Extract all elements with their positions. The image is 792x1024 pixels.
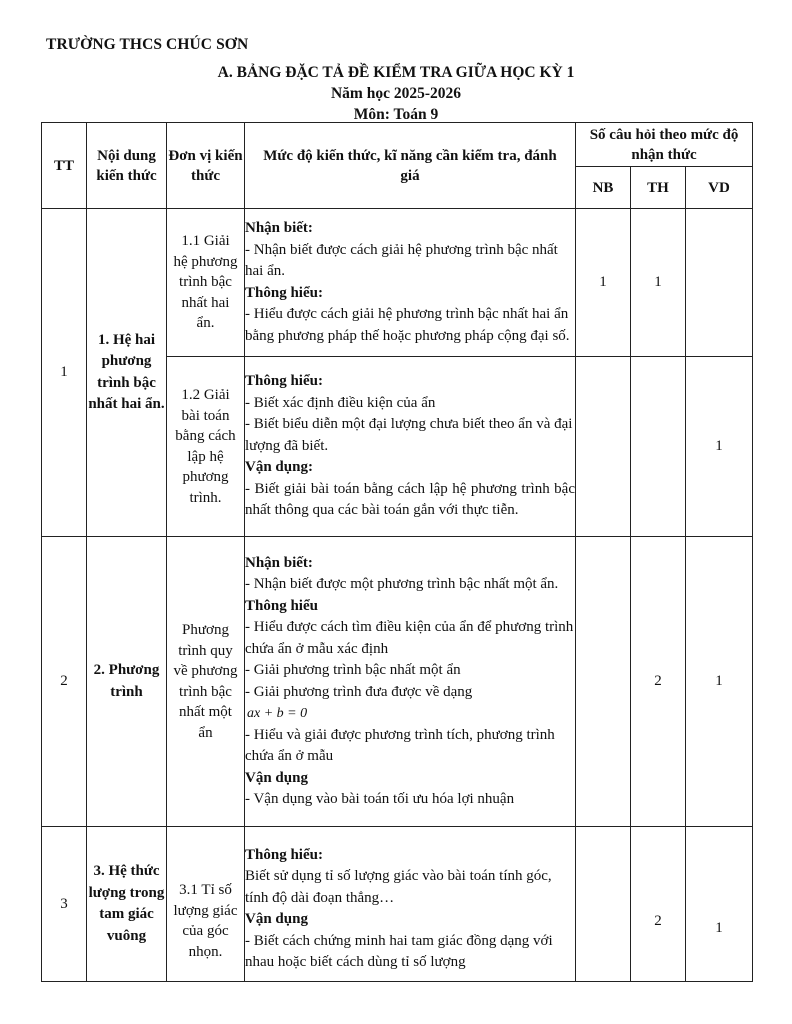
subject: Môn: Toán 9 [353, 106, 439, 123]
level-item: - Vận dụng vào bài toán tối ưu hóa lợi nhuận [245, 791, 515, 807]
level-item: - Nhận biết được cách giải hệ phương trình bậc nhất hai ẩn. [245, 241, 558, 279]
level-heading: Nhận biết: [245, 220, 313, 236]
count-th: 1 [631, 209, 686, 357]
count-nb [576, 537, 631, 827]
level-item: Biết sử dụng tỉ số lượng giác vào bài toán tính góc, tính độ dài đoạn thẳng… [245, 868, 552, 906]
row-content: 2. Phương trình [87, 537, 167, 827]
header-tt: TT [42, 123, 87, 209]
header-vd: VD [686, 167, 753, 209]
count-nb [576, 827, 631, 982]
level-heading: Thông hiểu: [245, 284, 323, 301]
level-heading: Vận dụng: [245, 459, 313, 476]
count-vd: 1 [686, 537, 753, 827]
row-tt: 1 [42, 209, 87, 537]
level-item: - Biết biểu diễn một đại lượng chưa biết theo ẩn và đại lượng đã biết. [245, 416, 573, 454]
header-count: Số câu hỏi theo mức độ nhận thức [576, 123, 753, 167]
row-unit: 1.2 Giải bài toán bằng cách lập hệ phương trình. [167, 357, 245, 537]
level-heading: Vận dụng [245, 911, 308, 927]
level-heading: Nhận biết: [245, 554, 313, 571]
table-row [42, 209, 753, 357]
count-th: 2 [631, 537, 686, 827]
table-header-row [42, 123, 753, 167]
row-description [245, 357, 576, 537]
header-nb: NB [576, 167, 631, 209]
row-tt: 2 [42, 537, 87, 827]
level-item: - Nhận biết được một phương trình bậc nhất một ẩn. [245, 576, 559, 592]
equation: ax + b = 0 [247, 706, 308, 721]
count-th [631, 357, 686, 537]
row-content: 3. Hệ thức lượng trong tam giác vuông [87, 827, 167, 982]
level-item: - Biết cách chứng minh hai tam giác đồng dạng với nhau hoặc biết cách dùng tỉ số lượng [245, 932, 553, 970]
row-content: 1. Hệ hai phương trình bậc nhất hai ẩn. [87, 209, 167, 537]
row-description [245, 537, 576, 827]
count-vd: 1 [686, 357, 753, 537]
level-item: - Hiểu được cách giải hệ phương trình bậc nhất hai ẩn bằng phương pháp thế hoặc phương pháp cộng đại số. [245, 306, 570, 344]
level-item: - Giải phương trình đưa được về dạng [245, 683, 473, 700]
header-content: Nội dung kiến thức [87, 123, 167, 209]
specification-table [41, 122, 753, 982]
level-item: - Giải phương trình bậc nhất một ẩn [245, 662, 461, 678]
header-th: TH [631, 167, 686, 209]
row-unit: Phương trình quy về phương trình bậc nhất một ẩn [167, 537, 245, 827]
level-item: - Biết xác định điều kiện của ẩn [245, 394, 436, 411]
count-vd [686, 209, 753, 357]
school-year: Năm học 2025-2026 [330, 85, 462, 102]
row-tt: 3 [42, 827, 87, 982]
table-row [42, 827, 753, 982]
table-row [42, 537, 753, 827]
level-heading: Thông hiểu: [245, 846, 323, 863]
level-item: - Hiểu được cách tìm điều kiện của ẩn để phương trình chứa ẩn ở mẫu xác định [245, 619, 574, 657]
row-unit: 3.1 Tỉ số lượng giác của góc nhọn. [167, 827, 245, 982]
level-heading: Thông hiểu: [245, 373, 323, 390]
header-level: Mức độ kiến thức, kĩ năng cần kiểm tra, đánh giá [245, 123, 576, 209]
school-name: TRƯỜNG THCS CHÚC SƠN [46, 36, 249, 53]
level-item: - Biết giải bài toán bằng cách lập hệ phương trình bậc nhất thông qua các bài toán gắn với thực tiễn. [245, 480, 575, 519]
count-nb: 1 [576, 209, 631, 357]
document-title: A. BẢNG ĐẶC TẢ ĐỀ KIỂM TRA GIỮA HỌC KỲ 1 [217, 64, 575, 81]
count-vd: 1 [686, 827, 753, 982]
document-header [0, 62, 792, 125]
row-description [245, 209, 576, 357]
level-heading: Vận dụng [245, 769, 308, 786]
header-unit: Đơn vị kiến thức [167, 123, 245, 209]
level-item: - Hiểu và giải được phương trình tích, phương trình chứa ẩn ở mẫu [245, 726, 555, 764]
row-unit: 1.1 Giải hệ phương trình bậc nhất hai ẩn. [167, 209, 245, 357]
count-th: 2 [631, 827, 686, 982]
count-nb [576, 357, 631, 537]
level-heading: Thông hiểu [245, 597, 318, 614]
row-description [245, 827, 576, 982]
